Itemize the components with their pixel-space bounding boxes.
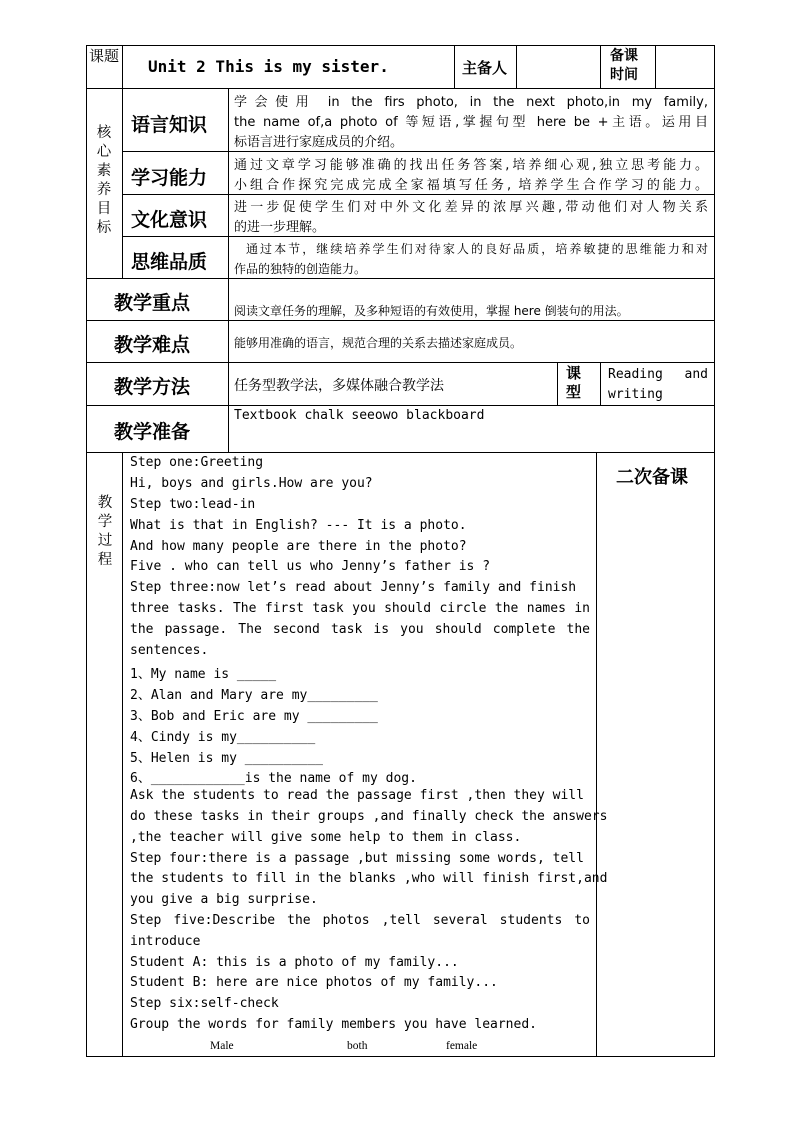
lesson-type-label: 课型 — [566, 364, 582, 401]
grid-line — [122, 151, 715, 152]
process-line: 1、My name is _____ — [130, 667, 277, 682]
core-text-line: 通过本节，继续培养学生们对待家人的良好品质，培养敏捷的思维能力和对 — [246, 242, 708, 256]
process-line: 3、Bob and Eric are my _________ — [130, 709, 378, 724]
process-line: do these tasks in their groups ,and finally check the answers — [130, 809, 608, 824]
topic-label: 课题 — [88, 47, 119, 65]
group-header-male: Male — [210, 1040, 234, 1052]
core-label-learning: 学习能力 — [131, 167, 208, 189]
core-text-line: 小组合作探究完成完成全家福填写任务, 培养学生合作学习的能力。 — [234, 178, 708, 193]
focus-label: 教学重点 — [114, 292, 191, 314]
grid-line — [86, 278, 715, 279]
grid-line — [557, 362, 558, 405]
process-line: ,the teacher will give some help to them in class. — [130, 830, 522, 845]
process-line: Step one:Greeting — [130, 455, 264, 470]
process-line: Step six:self-check — [130, 996, 279, 1011]
grid-line — [655, 45, 656, 88]
core-label-language: 语言知识 — [131, 114, 208, 136]
core-label-thinking: 思维品质 — [131, 251, 208, 273]
process-line: Step five:Describe the photos ,tell several students to — [130, 913, 590, 928]
process-line: 6、____________is the name of my dog. — [130, 771, 417, 786]
grid-line — [122, 236, 715, 237]
process-line: 5、Helen is my __________ — [130, 751, 324, 766]
core-label-culture: 文化意识 — [131, 209, 208, 231]
process-line: you give a big surprise. — [130, 892, 318, 907]
core-text-line: 通过文章学习能够准确的找出任务答案,培养细心观,独立思考能力。 — [234, 158, 708, 173]
core-text-line: 标语言进行家庭成员的介绍。 — [234, 135, 404, 150]
focus-text: 阅读文章任务的理解，及多种短语的有效使用，掌握 here 倒装句的用法。 — [234, 304, 629, 318]
grid-line — [228, 278, 229, 453]
grid-line — [454, 45, 455, 88]
grid-line — [600, 45, 601, 88]
grid-line — [122, 452, 123, 1057]
process-line: Student A: this is a photo of my family... — [130, 955, 459, 970]
method-label: 教学方法 — [114, 376, 191, 398]
grid-line — [596, 452, 597, 1057]
process-line: Hi, boys and girls.How are you? — [130, 476, 373, 491]
group-header-female: female — [446, 1040, 478, 1052]
process-line: Student B: here are nice photos of my family... — [130, 975, 498, 990]
process-line: introduce — [130, 934, 201, 949]
grid-line — [600, 362, 601, 405]
grid-line — [86, 362, 715, 363]
core-text-line: 的进一步理解。 — [234, 220, 326, 235]
process-line: three tasks. The first task you should circle the names in — [130, 601, 590, 616]
grid-line — [86, 452, 715, 453]
process-line: 2、Alan and Mary are my_________ — [130, 688, 378, 703]
grid-line — [86, 320, 715, 321]
process-line: Five . who can tell us who Jenny’s father is ? — [130, 559, 491, 574]
group-header-both: both — [347, 1040, 368, 1052]
lesson-type-line: Reading and — [608, 367, 708, 382]
process-line: Group the words for family members you have learned. — [130, 1017, 537, 1032]
grid-line — [86, 45, 715, 46]
process-line: What is that in English? --- It is a photo. — [130, 518, 467, 533]
page-title: Unit 2 This is my sister. — [148, 57, 389, 76]
core-text-line: the name of,a photo of 等短语,掌握句型 here be +主语。运用目 — [234, 115, 708, 130]
core-text-line: 作品的独特的创造能力。 — [234, 262, 367, 276]
difficulty-text: 能够用准确的语言，规范合理的关系去描述家庭成员。 — [234, 336, 523, 350]
process-line: sentences. — [130, 643, 209, 658]
process-label: 教学过程 — [97, 495, 113, 568]
core-text-line: 进一步促使学生们对中外文化差异的浓厚兴趣,带动他们对人物关系 — [234, 200, 708, 215]
grid-line — [122, 194, 715, 195]
grid-line — [228, 88, 229, 278]
prep-text: Textbook chalk seeowo blackboard — [234, 408, 485, 423]
process-line: And how many people are there in the photo? — [130, 539, 467, 554]
process-line: 4、Cindy is my__________ — [130, 730, 316, 745]
grid-line — [516, 45, 517, 88]
core-section-label: 核心素养目标 — [96, 125, 112, 236]
grid-line — [122, 45, 123, 279]
lesson-type-line: writing — [608, 387, 663, 402]
process-line: Step two:lead-in — [130, 497, 256, 512]
grid-line — [714, 45, 715, 1057]
prep-time-label: 备课时间 — [610, 48, 638, 83]
grid-line — [86, 45, 87, 1057]
grid-line — [86, 88, 715, 89]
grid-line — [86, 1056, 715, 1057]
process-line: the passage. The second task is you should complete the — [130, 622, 590, 637]
core-text-line: 学会使用 in the firs photo, in the next photo,in my family, — [234, 95, 708, 110]
second-prep-label: 二次备课 — [616, 467, 688, 488]
prep-label: 教学准备 — [114, 421, 191, 443]
process-line: Step three:now let’s read about Jenny’s family and finish — [130, 580, 577, 595]
process-line: Ask the students to read the passage first ,then they will — [130, 788, 584, 803]
method-text: 任务型教学法，多媒体融合教学法 — [234, 378, 444, 394]
preparer-label: 主备人 — [462, 59, 508, 77]
process-line: Step four:there is a passage ,but missing some words, tell — [130, 851, 584, 866]
difficulty-label: 教学难点 — [114, 334, 191, 356]
grid-line — [86, 405, 715, 406]
process-line: the students to fill in the blanks ,who will finish first,and — [130, 871, 608, 886]
